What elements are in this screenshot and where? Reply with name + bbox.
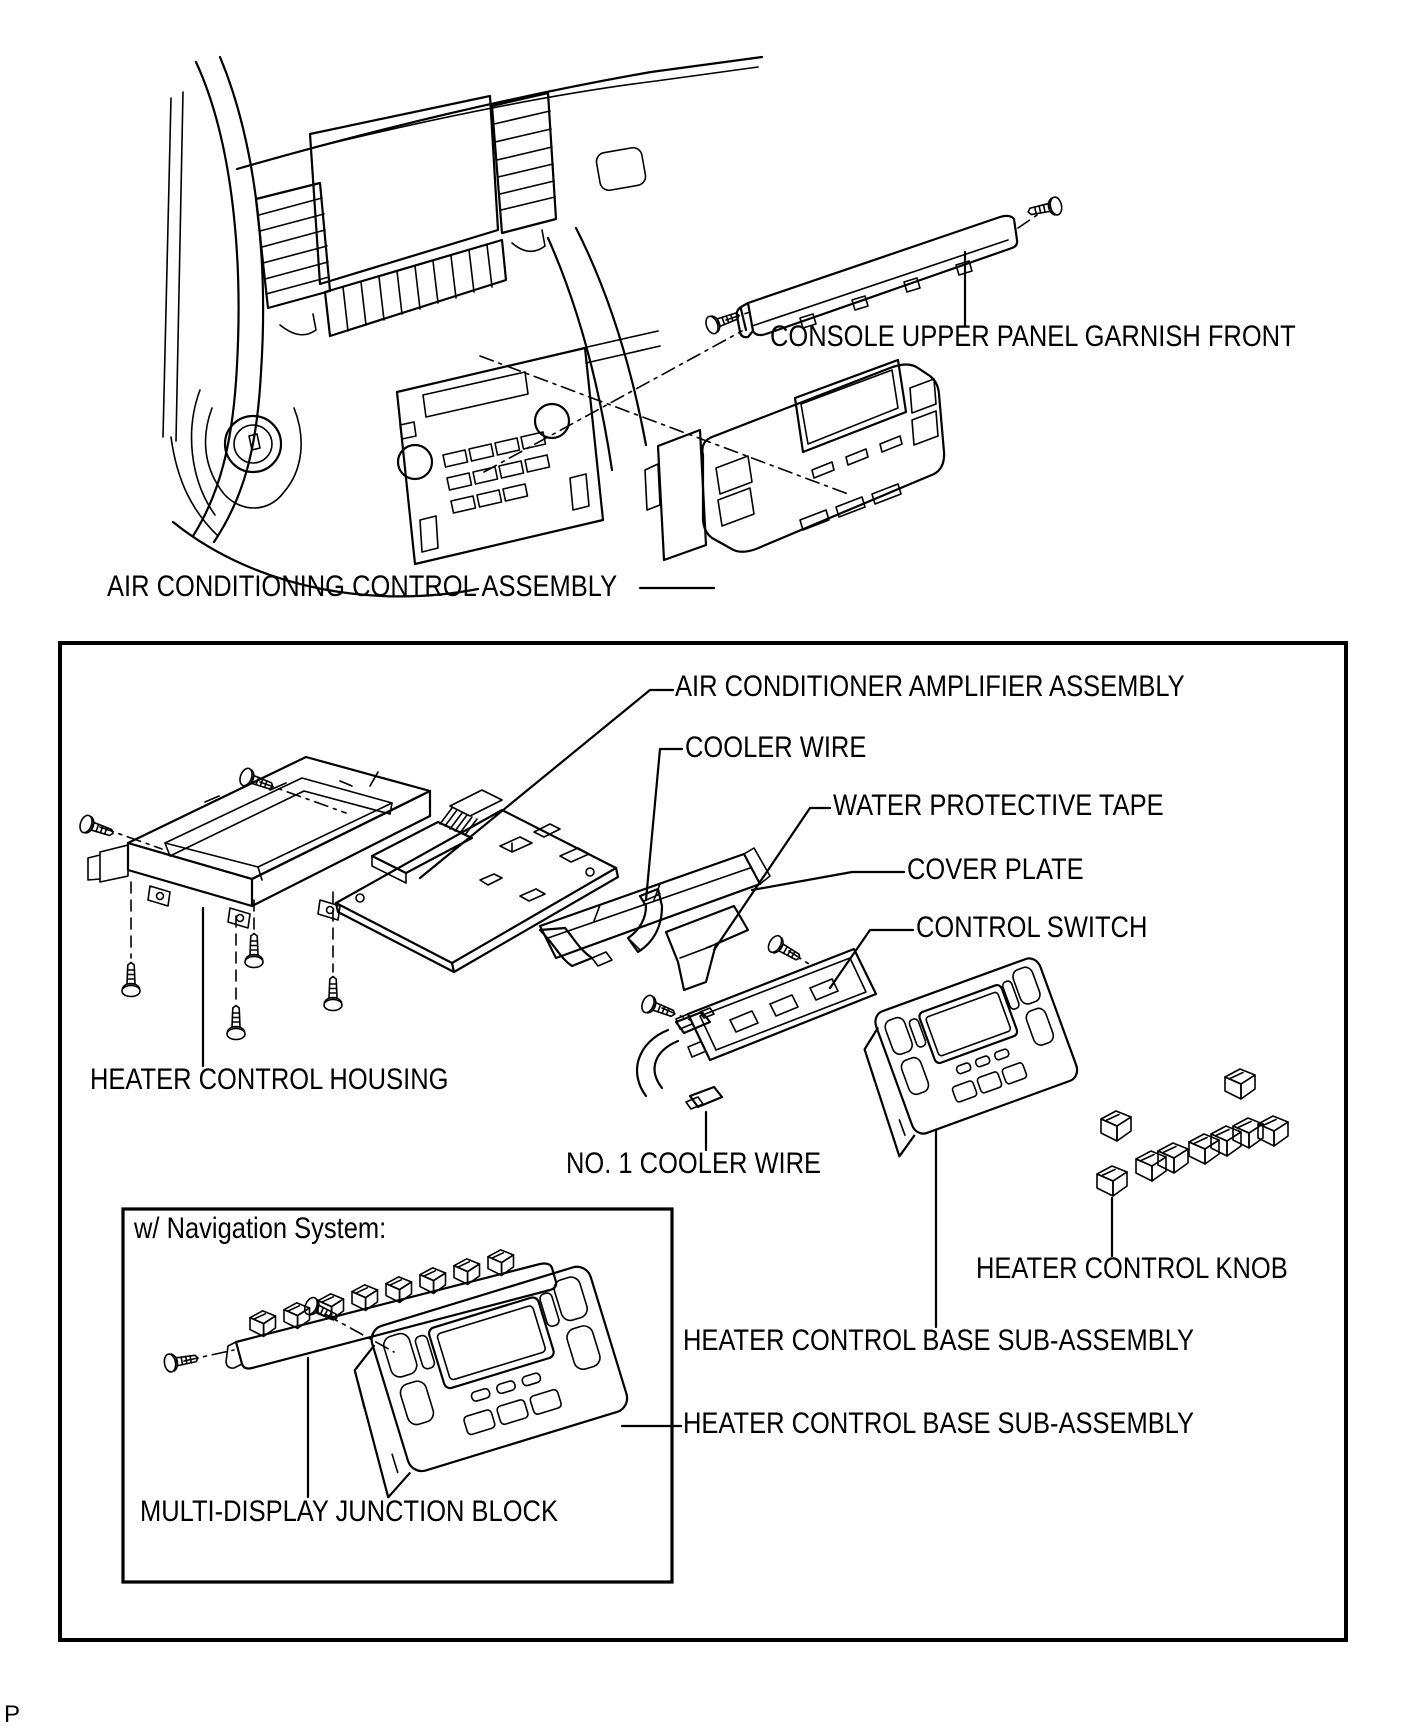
- label-air-conditioning-control-assembly: AIR CONDITIONING CONTROL ASSEMBLY: [107, 570, 618, 603]
- label-heater-control-housing: HEATER CONTROL HOUSING: [90, 1063, 449, 1096]
- heater-control-knobs-drawing: [1097, 1069, 1288, 1196]
- label-cover-plate: COVER PLATE: [907, 853, 1084, 886]
- heater-control-housing-drawing: [78, 757, 430, 1040]
- page-footer-mark: P: [4, 1701, 21, 1728]
- label-heater-control-knob: HEATER CONTROL KNOB: [976, 1252, 1288, 1285]
- label-heater-control-base-sub-assembly-1: HEATER CONTROL BASE SUB-ASSEMBLY: [683, 1324, 1195, 1357]
- dashboard-sketch: [163, 57, 762, 596]
- console-garnish-drawing: [704, 196, 1063, 337]
- label-nav-system-note: w/ Navigation System:: [134, 1212, 387, 1245]
- label-water-protective-tape: WATER PROTECTIVE TAPE: [833, 789, 1164, 822]
- ac-control-assembly-drawing: [480, 331, 944, 560]
- label-cooler-wire: COOLER WIRE: [685, 731, 867, 764]
- label-multi-display-junction-block: MULTI-DISPLAY JUNCTION BLOCK: [140, 1495, 558, 1528]
- nav-heater-control-base-drawing: [340, 1263, 635, 1497]
- label-heater-control-base-sub-assembly-2: HEATER CONTROL BASE SUB-ASSEMBLY: [683, 1407, 1195, 1440]
- label-air-conditioner-amplifier-assembly: AIR CONDITIONER AMPLIFIER ASSEMBLY: [675, 670, 1185, 703]
- heater-control-base-drawing: [851, 955, 1085, 1156]
- label-no1-cooler-wire: NO. 1 COOLER WIRE: [566, 1147, 822, 1180]
- multi-display-junction-block-drawing: [163, 1250, 556, 1373]
- label-control-switch: CONTROL SWITCH: [916, 911, 1148, 944]
- label-console-upper-panel-garnish-front: CONSOLE UPPER PANEL GARNISH FRONT: [770, 320, 1296, 353]
